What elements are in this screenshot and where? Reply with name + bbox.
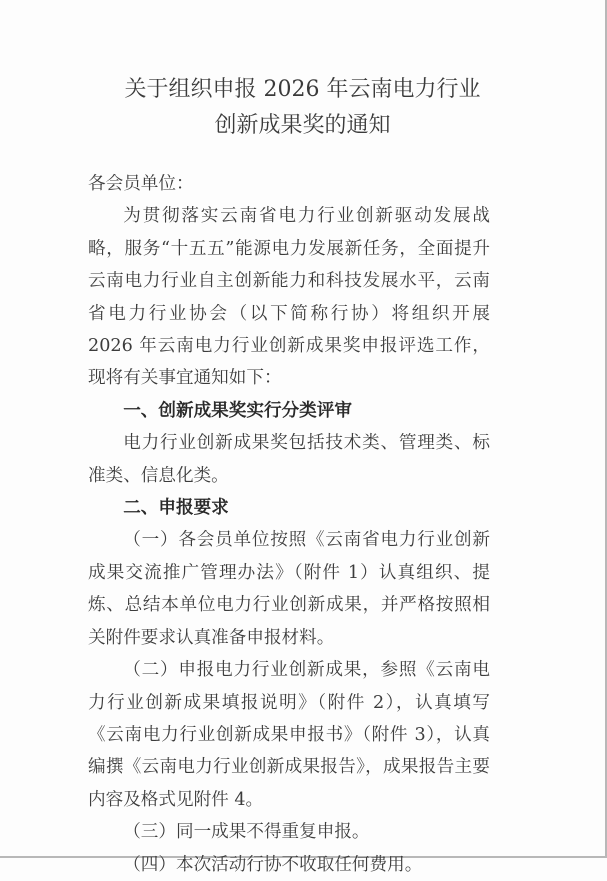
section-heading-requirements: 二、申报要求 (123, 497, 229, 519)
requirement-item-2: （二）申报电力行业创新成果，参照《云南电力行业创新成果填报说明》（附件 2），认真填写《云南电力行业创新成果申报书》（附件 3），认真编撰《云南电力行业创新成果报告》，成果报告主要内容及格式见附件 4。 (88, 660, 490, 810)
salutation: 各会员单位： (88, 174, 194, 194)
section-heading-classification: 一、创新成果奖实行分类评审 (123, 399, 352, 421)
section-paragraph-categories: 电力行业创新成果奖包括技术类、管理类、标准类、信息化类。 (88, 433, 490, 486)
title-line-2: 创新成果奖的通知 (214, 113, 391, 138)
title-line-1: 关于组织申报 2026 年云南电力行业 (124, 77, 481, 102)
intro-paragraph: 为贯彻落实云南省电力行业创新驱动发展战略，服务“十五五”能源电力发展新任务，全面提升云南电力行业自主创新能力和科技发展水平，云南省电力行业协会（以下简称行协）将组织开展 2026 年云南电力行业创新成果奖申报评选工作，现将有关事宜通知如下： (88, 206, 490, 389)
document-title (0, 72, 605, 144)
document-body (88, 168, 490, 881)
requirement-item-3: （三）同一成果不得重复申报。 (123, 822, 370, 843)
requirement-item-4: （四）本次活动行协不收取任何费用。 (123, 854, 423, 875)
requirement-item-1: （一）各会员单位按照《云南省电力行业创新成果交流推广管理办法》（附件 1）认真组织、提炼、总结本单位电力行业创新成果，并严格按照相关附件要求认真准备申报材料。 (88, 530, 490, 648)
